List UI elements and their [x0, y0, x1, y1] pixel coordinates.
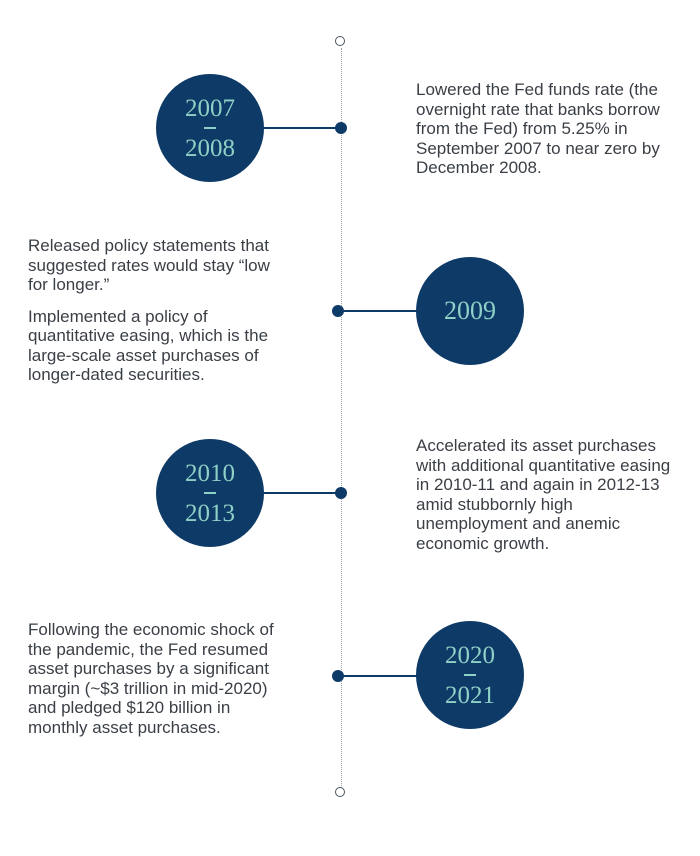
connector-line — [262, 127, 340, 129]
year-dash — [204, 127, 216, 129]
event-paragraph: Implemented a policy of quantitative easing, which is the large-scale asset purchases of longer-dated securities. — [28, 306, 269, 384]
year-dash — [464, 674, 476, 676]
year-end: 2021 — [445, 681, 495, 709]
year-circle — [416, 621, 524, 729]
year-start: 2007 — [185, 94, 235, 122]
year-end: 2013 — [185, 499, 235, 527]
event-description — [28, 236, 290, 397]
event-description — [416, 436, 686, 565]
event-description — [416, 80, 678, 190]
year-circle — [156, 74, 264, 182]
event-paragraph: Following the economic shock of the pandemic, the Fed resumed asset purchases by a significant margin (~$3 trillion in mid-2020) and pledged $120 billion in monthly asset purchases. — [28, 620, 274, 737]
event-paragraph: Lowered the Fed funds rate (the overnight rate that banks borrow from the Fed) from 5.25% in September 2007 to near zero by December 2008. — [416, 80, 660, 177]
year-label: 2009 — [444, 296, 496, 325]
connector-line — [338, 675, 418, 677]
event-description — [28, 620, 290, 749]
connector-line — [338, 310, 418, 312]
year-circle — [156, 439, 264, 547]
year-start: 2010 — [185, 459, 235, 487]
connector-line — [262, 492, 340, 494]
year-dash — [204, 492, 216, 494]
year-start: 2020 — [445, 641, 495, 669]
event-paragraph: Accelerated its asset purchases with additional quantitative easing in 2010-11 and again in 2012-13 amid stubbornly high unemployment and anemic economic growth. — [416, 436, 671, 553]
year-circle — [416, 257, 524, 365]
event-paragraph: Released policy statements that suggested rates would stay “low for longer.” — [28, 236, 270, 294]
timeline-dot — [335, 487, 347, 499]
timeline-dot — [335, 122, 347, 134]
timeline-start-marker — [335, 36, 345, 46]
year-end: 2008 — [185, 134, 235, 162]
timeline-end-marker — [335, 787, 345, 797]
